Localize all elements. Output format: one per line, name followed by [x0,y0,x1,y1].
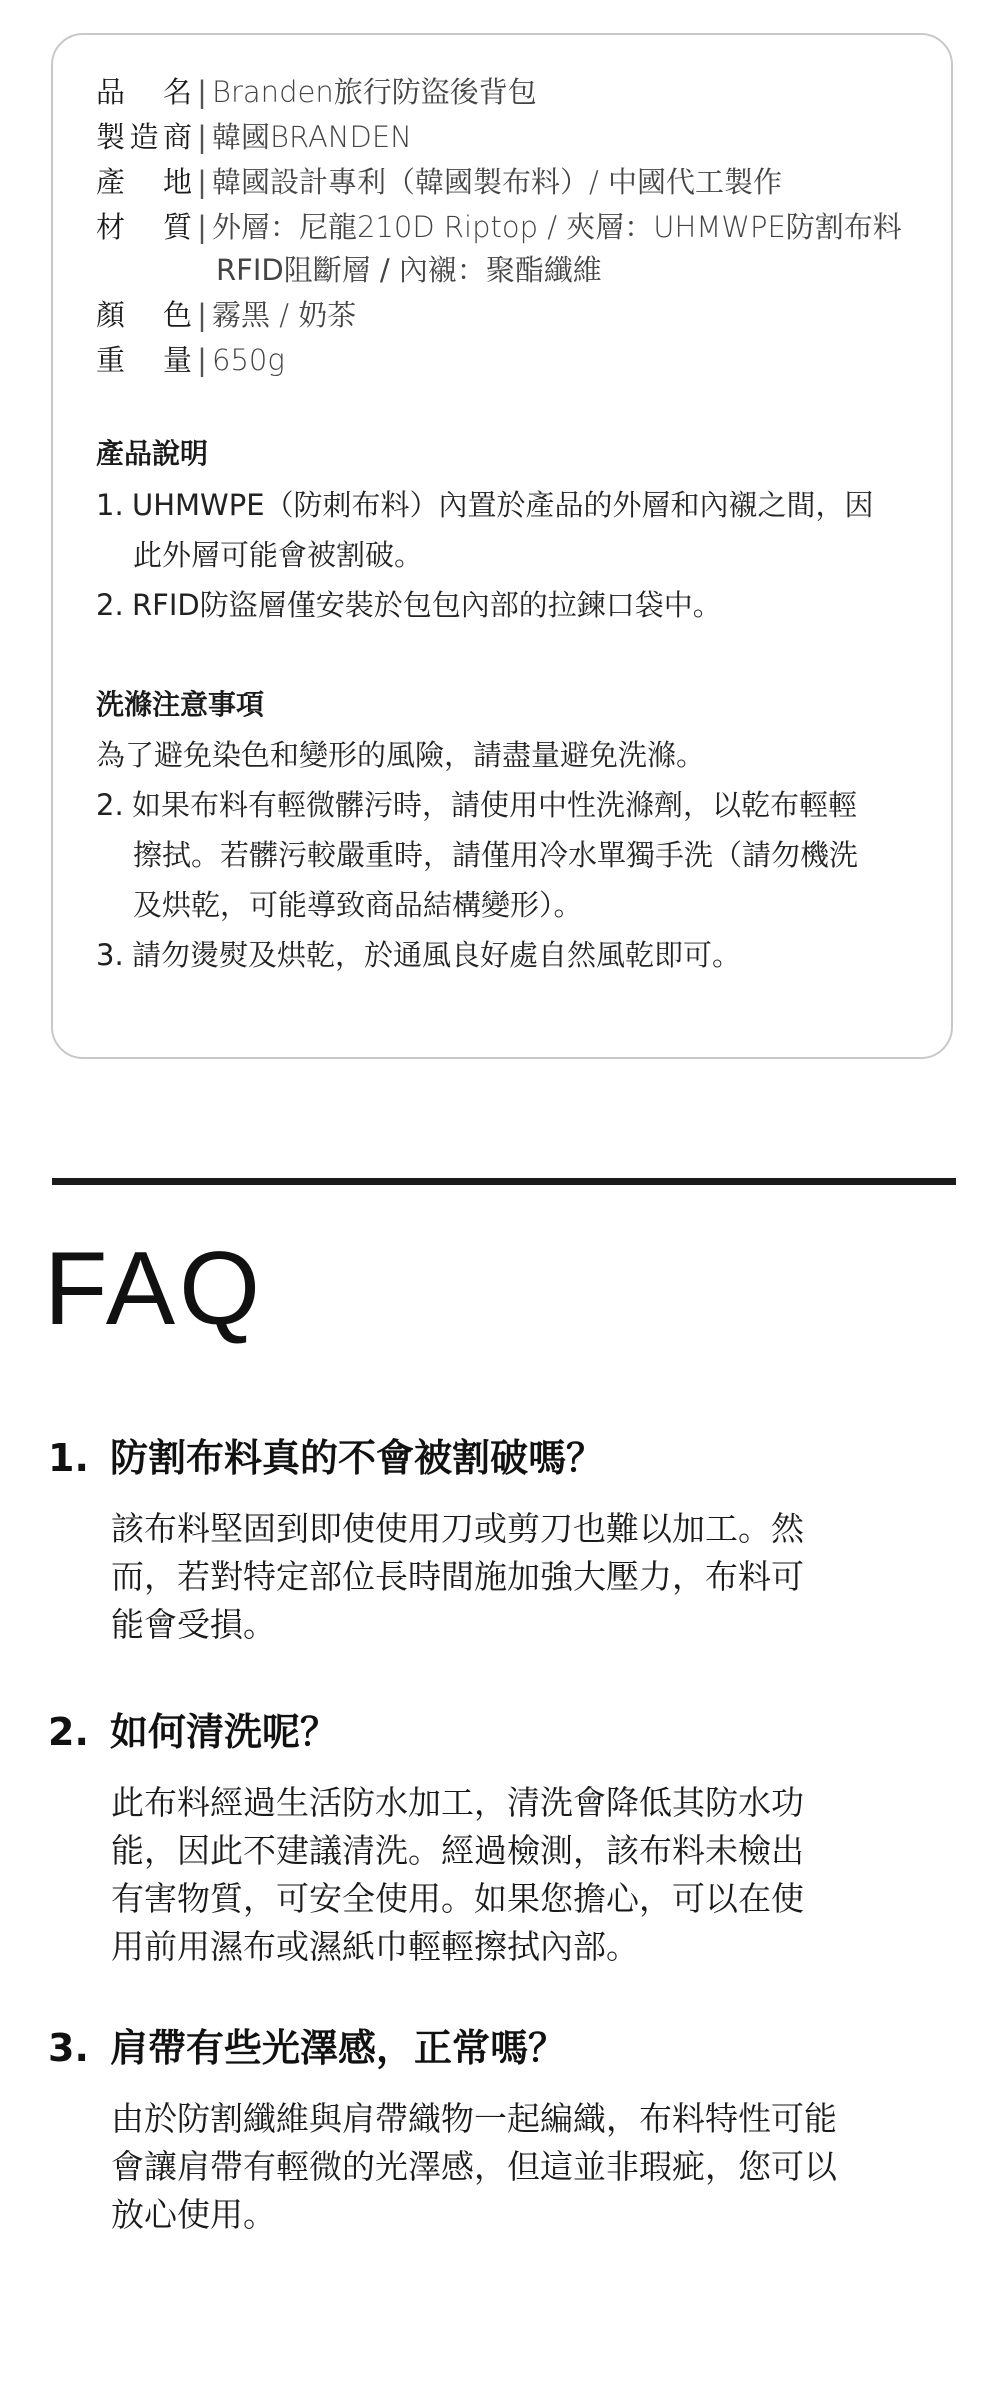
faq-question [48,1432,604,1484]
spec-row-name [96,70,537,114]
item-number: 2. [96,788,124,822]
faq-answer-line: 能，因此不建議清洗。經過檢測，該布料未檢出 [111,1831,804,1870]
spec-value-continued: RFID阻斷層 / 內襯：聚酯纖維 [216,253,602,287]
washing-intro: 為了避免染色和變形的風險，請盡量避免洗滌。 [96,738,706,772]
faq-answer-line: 有害物質，可安全使用。如果您擔心，可以在使 [111,1879,804,1918]
item-text-continued: 此外層可能會被割破。 [133,538,424,572]
faq-answer-line: 能會受損。 [111,1605,276,1644]
faq-answer-line: 由於防割纖維與肩帶織物一起編織，布料特性可能 [111,2099,837,2138]
item-text: UHMWPE（防刺布料）內置於產品的外層和內襯之間，因 [132,488,874,522]
faq-answer-line: 此布料經過生活防水加工，清洗會降低其防水功 [111,1783,804,1822]
spec-separator: | [197,343,207,377]
faq-answer-line: 用前用濕布或濕紙巾輕輕擦拭內部。 [111,1927,639,1966]
faq-title: FAQ [44,1231,265,1347]
question-number: 2. [48,1710,89,1754]
spec-label: 品 名 [96,75,192,109]
spec-row-color [96,293,356,337]
faq-question [48,2022,566,2074]
spec-row-manufacturer [96,115,412,159]
item-number: 3. [96,938,124,972]
item-text: 請勿燙熨及烘乾，於通風良好處自然風乾即可。 [132,938,742,972]
description-heading: 產品說明 [96,437,209,470]
item-text-continued: 擦拭。若髒污較嚴重時，請僅用冷水單獨手洗（請勿機洗 [133,838,859,872]
question-text: 肩帶有些光澤感，正常嗎？ [110,2026,567,2070]
spec-label: 材 質 [96,210,192,244]
spec-separator: | [197,165,207,199]
spec-value: 韓國BRANDEN [212,120,412,154]
faq-question [48,1706,338,1758]
spec-label: 重 量 [96,343,192,377]
spec-separator: | [197,298,207,332]
faq-answer-line: 放心使用。 [111,2195,276,2234]
description-item [96,580,722,630]
question-text: 如何清洗呢？ [110,1710,339,1754]
question-number: 1. [48,1436,89,1480]
section-divider [52,1178,956,1185]
washing-heading: 洗滌注意事項 [96,688,265,721]
washing-item [96,780,857,830]
question-text: 防割布料真的不會被割破嗎？ [110,1436,605,1480]
item-number: 2. [96,588,124,622]
spec-separator: | [197,75,207,109]
spec-row-material [96,205,902,249]
item-text: 如果布料有輕微髒污時，請使用中性洗滌劑，以乾布輕輕 [132,788,858,822]
spec-value: Branden旅行防盜後背包 [212,75,537,109]
spec-row-weight [96,338,285,382]
spec-value: 霧黑 / 奶茶 [212,298,357,332]
spec-label: 製造商 [96,120,192,154]
spec-value: 外層：尼龍210D Riptop / 夾層：UHMWPE防割布料 [212,210,902,244]
item-text-continued: 及烘乾，可能導致商品結構變形）。 [133,888,583,922]
faq-answer-line: 會讓肩帶有輕微的光澤感，但這並非瑕疵，您可以 [111,2147,837,2186]
spec-value: 韓國設計專利（韓國製布料）/ 中國代工製作 [212,165,782,199]
question-number: 3. [48,2026,89,2070]
spec-row-origin [96,160,782,204]
spec-label: 產 地 [96,165,192,199]
spec-separator: | [197,120,207,154]
item-number: 1. [96,488,124,522]
spec-separator: | [197,210,207,244]
description-item [96,480,874,530]
spec-label: 顏 色 [96,298,192,332]
faq-answer-line: 而，若對特定部位長時間施加強大壓力，布料可 [111,1557,804,1596]
item-text: RFID防盜層僅安裝於包包內部的拉鍊口袋中。 [132,588,722,622]
spec-value: 650g [212,343,285,377]
faq-answer-line: 該布料堅固到即使使用刀或剪刀也難以加工。然 [111,1509,804,1548]
washing-item [96,930,741,980]
